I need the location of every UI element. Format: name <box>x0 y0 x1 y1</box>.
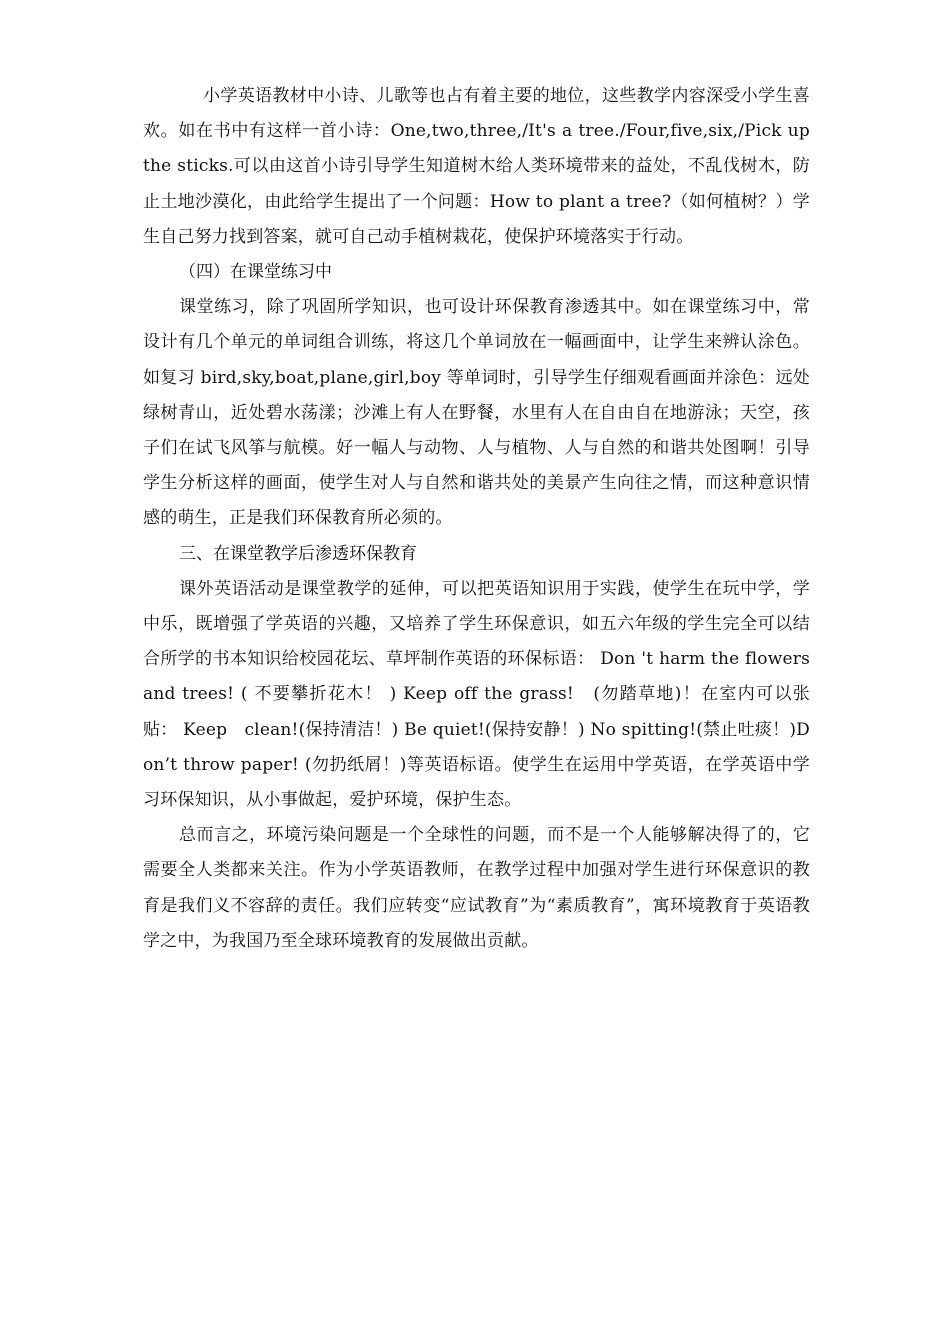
section-heading-3: 三、在课堂教学后渗透环保教育 <box>179 543 417 564</box>
paragraph-conclusion: 总而言之，环境污染问题是一个全球性的问题，而不是一个人能够解决得了的，它需要全人类都来关注。作为小学英语教师，在教学过程中加强对学生进行环保意识的教育是我们义不容辞的责任。我们应转变“应试教育”为“素质教育”，寓环境教育于英语教学之中，为我国乃至全球环境教育的发展做出贡献。 <box>143 825 810 951</box>
paragraph-activities: 课外英语活动是课堂教学的延伸，可以把英语知识用于实践，使学生在玩中学，学中乐，既增强了学英语的兴趣，又培养了学生环保意识，如五六年级的学生完全可以结合所学的书本知识给校园花坛、草坪制作英语的环保标语： Don 't harm the flowers and trees! ( 不要攀折花木！ ) Keep off the grass! (勿踏草地)！在室内可以张贴： Keep clean!(保持清洁！) Be quiet!(保持安静！) No spitting!(禁止吐痰！)Don’t throw paper! (勿扔纸屑！)等英语标语。使学生在运用中学英语，在学英语中学习环保知识，从小事做起，爱护环境，保护生态。 <box>143 578 810 811</box>
paragraph-exercise: 课堂练习，除了巩固所学知识，也可设计环保教育渗透其中。如在课堂练习中，常设计有几个单元的单词组合训练，将这几个单词放在一幅画面中，让学生来辨认涂色。如复习 bird,sky,boat,plane,girl,boy 等单词时，引导学生仔细观看画面并涂色：远处绿树青山，近处碧水荡漾；沙滩上有人在野餐，水里有人在自由自在地游泳；天空，孩子们在试飞风筝与航模。好一幅人与动物、人与植物、人与自然的和谐共处图啊！引导学生分析这样的画面，使学生对人与自然和谐共处的美景产生向往之情，而这种意识情感的萌生，正是我们环保教育所必须的。 <box>143 297 810 529</box>
document-page <box>143 79 810 959</box>
section-heading-4: （四）在课堂练习中 <box>179 262 332 283</box>
paragraph-poem: 小学英语教材中小诗、儿歌等也占有着主要的地位，这些教学内容深受小学生喜欢。如在书中有这样一首小诗：One,two,three,/It's a tree./Four,five,six,/Pick up the sticks.可以由这首小诗引导学生知道树木给人类环境带来的益处，不乱伐树木，防止土地沙漠化，由此给学生提出了一个问题：How to plant a tree?（如何植树？）学生自己努力找到答案，就可自己动手植树栽花，使保护环境落实于行动。 <box>143 86 810 247</box>
